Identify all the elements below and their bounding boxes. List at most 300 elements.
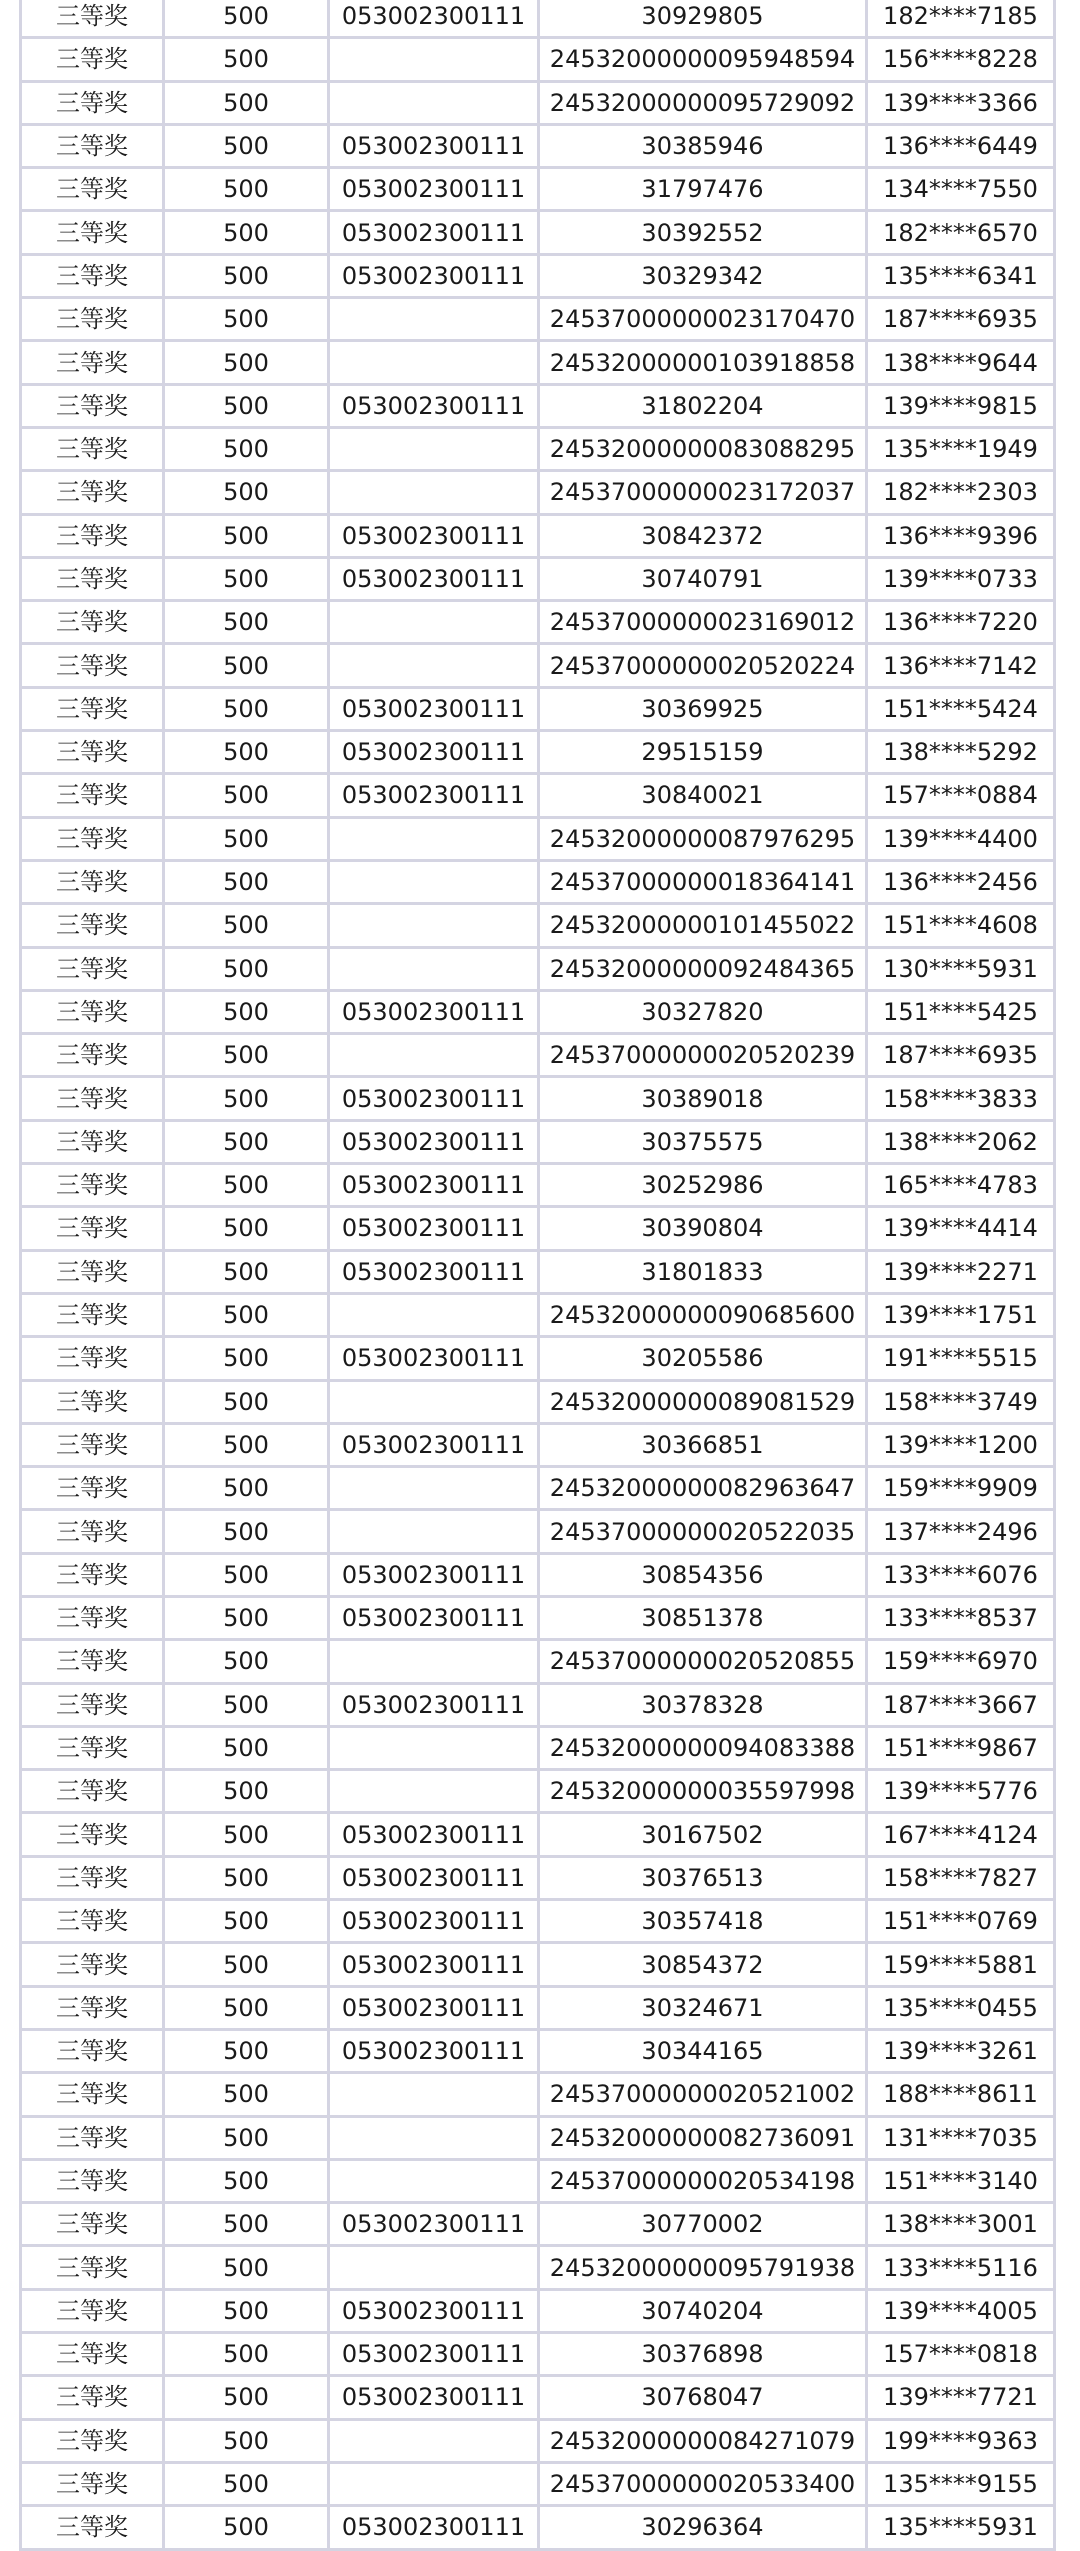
phone-cell: 134****7550: [867, 168, 1055, 211]
prize-level-cell: 三等奖: [21, 1034, 164, 1077]
phone-cell: 157****0818: [867, 2333, 1055, 2376]
amount-cell: 500: [164, 2419, 329, 2462]
amount-cell: 500: [164, 1380, 329, 1423]
ticket-number-cell: 30252986: [539, 1164, 867, 1207]
table-row: [21, 1510, 1055, 1553]
code-cell: 053002300111: [329, 1596, 539, 1639]
ticket-number-cell: 30205586: [539, 1337, 867, 1380]
table-row: [21, 1553, 1055, 1596]
phone-cell: 135****6341: [867, 254, 1055, 297]
ticket-number-cell: 24537000000020534198: [539, 2159, 867, 2202]
phone-cell: 151****4608: [867, 904, 1055, 947]
amount-cell: 500: [164, 1726, 329, 1769]
prize-level-cell: 三等奖: [21, 1986, 164, 2029]
ticket-number-cell: 24537000000020533400: [539, 2462, 867, 2505]
code-cell: [329, 817, 539, 860]
phone-cell: 136****9396: [867, 514, 1055, 557]
code-cell: 053002300111: [329, 1207, 539, 1250]
phone-cell: 139****4005: [867, 2289, 1055, 2332]
prize-level-cell: 三等奖: [21, 1770, 164, 1813]
table-row: [21, 2289, 1055, 2332]
table-row: [21, 2506, 1055, 2549]
code-cell: [329, 298, 539, 341]
table-row: [21, 2246, 1055, 2289]
ticket-number-cell: 24532000000095729092: [539, 81, 867, 124]
amount-cell: 500: [164, 1120, 329, 1163]
prize-level-cell: 三等奖: [21, 1900, 164, 1943]
ticket-number-cell: 30385946: [539, 124, 867, 167]
table-row: [21, 384, 1055, 427]
ticket-number-cell: 30357418: [539, 1900, 867, 1943]
code-cell: 053002300111: [329, 1683, 539, 1726]
ticket-number-cell: 24532000000101455022: [539, 904, 867, 947]
prize-level-cell: 三等奖: [21, 2333, 164, 2376]
ticket-number-cell: 30344165: [539, 2029, 867, 2072]
table-row: [21, 1164, 1055, 1207]
phone-cell: 136****7220: [867, 601, 1055, 644]
prize-level-cell: 三等奖: [21, 1380, 164, 1423]
amount-cell: 500: [164, 211, 329, 254]
code-cell: 053002300111: [329, 1077, 539, 1120]
amount-cell: 500: [164, 1164, 329, 1207]
amount-cell: 500: [164, 644, 329, 687]
amount-cell: 500: [164, 687, 329, 730]
ticket-number-cell: 30375575: [539, 1120, 867, 1163]
table-row: [21, 427, 1055, 470]
ticket-number-cell: 30327820: [539, 990, 867, 1033]
table-row: [21, 687, 1055, 730]
phone-cell: 139****1751: [867, 1293, 1055, 1336]
table-row: [21, 1077, 1055, 1120]
amount-cell: 500: [164, 341, 329, 384]
amount-cell: 500: [164, 1250, 329, 1293]
amount-cell: 500: [164, 168, 329, 211]
amount-cell: 500: [164, 2462, 329, 2505]
prize-level-cell: 三等奖: [21, 731, 164, 774]
code-cell: [329, 2246, 539, 2289]
prize-level-cell: 三等奖: [21, 1467, 164, 1510]
table-row: [21, 947, 1055, 990]
amount-cell: 500: [164, 1596, 329, 1639]
phone-cell: 158****3833: [867, 1077, 1055, 1120]
phone-cell: 136****6449: [867, 124, 1055, 167]
amount-cell: 500: [164, 1986, 329, 2029]
phone-cell: 138****9644: [867, 341, 1055, 384]
phone-cell: 158****7827: [867, 1856, 1055, 1899]
ticket-number-cell: 24532000000095948594: [539, 38, 867, 81]
table-row: [21, 1207, 1055, 1250]
ticket-number-cell: 30770002: [539, 2203, 867, 2246]
prize-level-cell: 三等奖: [21, 298, 164, 341]
amount-cell: 500: [164, 2289, 329, 2332]
amount-cell: 500: [164, 1510, 329, 1553]
table-row: [21, 1726, 1055, 1769]
prize-level-cell: 三等奖: [21, 601, 164, 644]
prize-level-cell: 三等奖: [21, 1510, 164, 1553]
table-row: [21, 1423, 1055, 1466]
phone-cell: 138****5292: [867, 731, 1055, 774]
prize-level-cell: 三等奖: [21, 2289, 164, 2332]
code-cell: 053002300111: [329, 2203, 539, 2246]
prize-level-cell: 三等奖: [21, 1813, 164, 1856]
ticket-number-cell: 30378328: [539, 1683, 867, 1726]
ticket-number-cell: 30324671: [539, 1986, 867, 2029]
table-row: [21, 1337, 1055, 1380]
ticket-number-cell: 30842372: [539, 514, 867, 557]
phone-cell: 159****5881: [867, 1943, 1055, 1986]
ticket-number-cell: 30840021: [539, 774, 867, 817]
prize-level-cell: 三等奖: [21, 0, 164, 38]
phone-cell: 133****6076: [867, 1553, 1055, 1596]
phone-cell: 136****2456: [867, 860, 1055, 903]
amount-cell: 500: [164, 1207, 329, 1250]
phone-cell: 138****2062: [867, 1120, 1055, 1163]
code-cell: 053002300111: [329, 774, 539, 817]
table-row: [21, 904, 1055, 947]
code-cell: 053002300111: [329, 1337, 539, 1380]
phone-cell: 167****4124: [867, 1813, 1055, 1856]
amount-cell: 500: [164, 1293, 329, 1336]
ticket-number-cell: 29515159: [539, 731, 867, 774]
prize-winners-table: [19, 0, 1056, 2551]
ticket-number-cell: 31797476: [539, 168, 867, 211]
code-cell: 053002300111: [329, 124, 539, 167]
code-cell: 053002300111: [329, 1120, 539, 1163]
code-cell: 053002300111: [329, 1423, 539, 1466]
phone-cell: 199****9363: [867, 2419, 1055, 2462]
table-row: [21, 38, 1055, 81]
prize-level-cell: 三等奖: [21, 2029, 164, 2072]
code-cell: 053002300111: [329, 1943, 539, 1986]
amount-cell: 500: [164, 2246, 329, 2289]
ticket-number-cell: 24532000000083088295: [539, 427, 867, 470]
table-row: [21, 1856, 1055, 1899]
code-cell: [329, 2116, 539, 2159]
ticket-number-cell: 24537000000020521002: [539, 2073, 867, 2116]
code-cell: [329, 904, 539, 947]
amount-cell: 500: [164, 384, 329, 427]
table-row: [21, 1034, 1055, 1077]
table-row: [21, 1770, 1055, 1813]
table-row: [21, 1943, 1055, 1986]
table-row: [21, 254, 1055, 297]
ticket-number-cell: 24532000000092484365: [539, 947, 867, 990]
ticket-number-cell: 24537000000018364141: [539, 860, 867, 903]
amount-cell: 500: [164, 601, 329, 644]
ticket-number-cell: 30376513: [539, 1856, 867, 1899]
table-row: [21, 774, 1055, 817]
table-row: [21, 990, 1055, 1033]
code-cell: [329, 1293, 539, 1336]
code-cell: [329, 1770, 539, 1813]
code-cell: [329, 644, 539, 687]
amount-cell: 500: [164, 1467, 329, 1510]
amount-cell: 500: [164, 1034, 329, 1077]
table-row: [21, 124, 1055, 167]
amount-cell: 500: [164, 254, 329, 297]
code-cell: [329, 1380, 539, 1423]
ticket-number-cell: 24532000000035597998: [539, 1770, 867, 1813]
code-cell: 053002300111: [329, 254, 539, 297]
prize-level-cell: 三等奖: [21, 2462, 164, 2505]
code-cell: [329, 341, 539, 384]
table-row: [21, 601, 1055, 644]
table-row: [21, 341, 1055, 384]
prize-level-cell: 三等奖: [21, 644, 164, 687]
prize-level-cell: 三等奖: [21, 990, 164, 1033]
code-cell: 053002300111: [329, 1900, 539, 1943]
phone-cell: 156****8228: [867, 38, 1055, 81]
prize-level-cell: 三等奖: [21, 1553, 164, 1596]
amount-cell: 500: [164, 1683, 329, 1726]
phone-cell: 133****5116: [867, 2246, 1055, 2289]
prize-level-cell: 三等奖: [21, 2246, 164, 2289]
code-cell: 053002300111: [329, 687, 539, 730]
code-cell: 053002300111: [329, 1164, 539, 1207]
amount-cell: 500: [164, 990, 329, 1033]
amount-cell: 500: [164, 1813, 329, 1856]
prize-level-cell: 三等奖: [21, 254, 164, 297]
prize-level-cell: 三等奖: [21, 38, 164, 81]
code-cell: [329, 947, 539, 990]
code-cell: [329, 2419, 539, 2462]
table-row: [21, 2029, 1055, 2072]
table-body: [21, 0, 1055, 2549]
code-cell: 053002300111: [329, 1553, 539, 1596]
amount-cell: 500: [164, 557, 329, 600]
table-row: [21, 1683, 1055, 1726]
phone-cell: 135****1949: [867, 427, 1055, 470]
prize-level-cell: 三等奖: [21, 860, 164, 903]
ticket-number-cell: 30851378: [539, 1596, 867, 1639]
ticket-number-cell: 24532000000103918858: [539, 341, 867, 384]
table-row: [21, 1986, 1055, 2029]
phone-cell: 136****7142: [867, 644, 1055, 687]
prize-level-cell: 三等奖: [21, 81, 164, 124]
amount-cell: 500: [164, 471, 329, 514]
prize-level-cell: 三等奖: [21, 1120, 164, 1163]
table-row: [21, 731, 1055, 774]
phone-cell: 158****3749: [867, 1380, 1055, 1423]
ticket-number-cell: 24532000000082963647: [539, 1467, 867, 1510]
phone-cell: 182****6570: [867, 211, 1055, 254]
phone-cell: 191****5515: [867, 1337, 1055, 1380]
prize-level-cell: 三等奖: [21, 817, 164, 860]
prize-level-cell: 三等奖: [21, 1683, 164, 1726]
amount-cell: 500: [164, 1856, 329, 1899]
table-row: [21, 168, 1055, 211]
phone-cell: 135****5931: [867, 2506, 1055, 2549]
ticket-number-cell: 30768047: [539, 2376, 867, 2419]
table-row: [21, 2203, 1055, 2246]
ticket-number-cell: 30854356: [539, 1553, 867, 1596]
code-cell: 053002300111: [329, 1250, 539, 1293]
ticket-number-cell: 30389018: [539, 1077, 867, 1120]
table-row: [21, 298, 1055, 341]
amount-cell: 500: [164, 817, 329, 860]
ticket-number-cell: 24532000000087976295: [539, 817, 867, 860]
prize-level-cell: 三等奖: [21, 1596, 164, 1639]
phone-cell: 182****7185: [867, 0, 1055, 38]
ticket-number-cell: 24532000000090685600: [539, 1293, 867, 1336]
ticket-number-cell: 30329342: [539, 254, 867, 297]
code-cell: [329, 38, 539, 81]
prize-level-cell: 三等奖: [21, 687, 164, 730]
amount-cell: 500: [164, 124, 329, 167]
amount-cell: 500: [164, 2029, 329, 2072]
phone-cell: 187****3667: [867, 1683, 1055, 1726]
amount-cell: 500: [164, 38, 329, 81]
table-row: [21, 2419, 1055, 2462]
prize-level-cell: 三等奖: [21, 1640, 164, 1683]
phone-cell: 137****2496: [867, 1510, 1055, 1553]
amount-cell: 500: [164, 2506, 329, 2549]
code-cell: [329, 1034, 539, 1077]
table-row: [21, 514, 1055, 557]
prize-level-cell: 三等奖: [21, 211, 164, 254]
ticket-number-cell: 30392552: [539, 211, 867, 254]
ticket-number-cell: 24537000000023169012: [539, 601, 867, 644]
table-row: [21, 817, 1055, 860]
code-cell: [329, 81, 539, 124]
prize-level-cell: 三等奖: [21, 1250, 164, 1293]
code-cell: 053002300111: [329, 211, 539, 254]
amount-cell: 500: [164, 1337, 329, 1380]
code-cell: 053002300111: [329, 1856, 539, 1899]
prize-level-cell: 三等奖: [21, 1077, 164, 1120]
table-row: [21, 1640, 1055, 1683]
code-cell: [329, 2462, 539, 2505]
code-cell: [329, 601, 539, 644]
code-cell: [329, 1726, 539, 1769]
code-cell: 053002300111: [329, 2376, 539, 2419]
amount-cell: 500: [164, 1943, 329, 1986]
amount-cell: 500: [164, 2203, 329, 2246]
amount-cell: 500: [164, 731, 329, 774]
code-cell: 053002300111: [329, 168, 539, 211]
code-cell: 053002300111: [329, 2333, 539, 2376]
amount-cell: 500: [164, 774, 329, 817]
ticket-number-cell: 30740791: [539, 557, 867, 600]
phone-cell: 159****6970: [867, 1640, 1055, 1683]
code-cell: [329, 1467, 539, 1510]
prize-level-cell: 三等奖: [21, 1207, 164, 1250]
code-cell: [329, 427, 539, 470]
ticket-number-cell: 24532000000094083388: [539, 1726, 867, 1769]
prize-level-cell: 三等奖: [21, 904, 164, 947]
phone-cell: 151****0769: [867, 1900, 1055, 1943]
ticket-number-cell: 24532000000082736091: [539, 2116, 867, 2159]
code-cell: 053002300111: [329, 514, 539, 557]
phone-cell: 151****5424: [867, 687, 1055, 730]
code-cell: [329, 1640, 539, 1683]
phone-cell: 151****9867: [867, 1726, 1055, 1769]
prize-level-cell: 三等奖: [21, 2376, 164, 2419]
prize-level-cell: 三等奖: [21, 2506, 164, 2549]
prize-level-cell: 三等奖: [21, 168, 164, 211]
prize-level-cell: 三等奖: [21, 2203, 164, 2246]
table-row: [21, 2462, 1055, 2505]
ticket-number-cell: 30167502: [539, 1813, 867, 1856]
table-row: [21, 1250, 1055, 1293]
phone-cell: 139****7721: [867, 2376, 1055, 2419]
table-row: [21, 1467, 1055, 1510]
phone-cell: 188****8611: [867, 2073, 1055, 2116]
amount-cell: 500: [164, 1423, 329, 1466]
code-cell: [329, 471, 539, 514]
table-row: [21, 1900, 1055, 1943]
amount-cell: 500: [164, 2116, 329, 2159]
prize-level-cell: 三等奖: [21, 1337, 164, 1380]
code-cell: 053002300111: [329, 384, 539, 427]
ticket-number-cell: 31802204: [539, 384, 867, 427]
code-cell: 053002300111: [329, 2506, 539, 2549]
phone-cell: 135****9155: [867, 2462, 1055, 2505]
amount-cell: 500: [164, 2073, 329, 2116]
phone-cell: 135****0455: [867, 1986, 1055, 2029]
ticket-number-cell: 24532000000084271079: [539, 2419, 867, 2462]
prize-level-cell: 三等奖: [21, 2419, 164, 2462]
ticket-number-cell: 24537000000020520239: [539, 1034, 867, 1077]
amount-cell: 500: [164, 904, 329, 947]
prize-level-cell: 三等奖: [21, 471, 164, 514]
prize-level-cell: 三等奖: [21, 1726, 164, 1769]
code-cell: 053002300111: [329, 2289, 539, 2332]
phone-cell: 139****3261: [867, 2029, 1055, 2072]
table-row: [21, 2376, 1055, 2419]
ticket-number-cell: 24537000000023172037: [539, 471, 867, 514]
phone-cell: 151****3140: [867, 2159, 1055, 2202]
amount-cell: 500: [164, 1077, 329, 1120]
table-row: [21, 2116, 1055, 2159]
prize-level-cell: 三等奖: [21, 124, 164, 167]
amount-cell: 500: [164, 1640, 329, 1683]
phone-cell: 159****9909: [867, 1467, 1055, 1510]
code-cell: 053002300111: [329, 0, 539, 38]
ticket-number-cell: 30376898: [539, 2333, 867, 2376]
table-row: [21, 1813, 1055, 1856]
table-row: [21, 1380, 1055, 1423]
amount-cell: 500: [164, 947, 329, 990]
phone-cell: 139****5776: [867, 1770, 1055, 1813]
phone-cell: 151****5425: [867, 990, 1055, 1033]
ticket-number-cell: 30929805: [539, 0, 867, 38]
prize-level-cell: 三等奖: [21, 341, 164, 384]
ticket-number-cell: 24532000000095791938: [539, 2246, 867, 2289]
amount-cell: 500: [164, 1553, 329, 1596]
phone-cell: 130****5931: [867, 947, 1055, 990]
ticket-number-cell: 24537000000020520855: [539, 1640, 867, 1683]
prize-level-cell: 三等奖: [21, 1164, 164, 1207]
table-row: [21, 81, 1055, 124]
table-row: [21, 471, 1055, 514]
amount-cell: 500: [164, 81, 329, 124]
phone-cell: 139****4414: [867, 1207, 1055, 1250]
prize-level-cell: 三等奖: [21, 2116, 164, 2159]
table-row: [21, 2333, 1055, 2376]
phone-cell: 131****7035: [867, 2116, 1055, 2159]
prize-level-cell: 三等奖: [21, 557, 164, 600]
phone-cell: 139****1200: [867, 1423, 1055, 1466]
prize-level-cell: 三等奖: [21, 947, 164, 990]
prize-level-cell: 三等奖: [21, 1423, 164, 1466]
table-row: [21, 211, 1055, 254]
phone-cell: 182****2303: [867, 471, 1055, 514]
code-cell: [329, 1510, 539, 1553]
table-row: [21, 1120, 1055, 1163]
table-row: [21, 644, 1055, 687]
ticket-number-cell: 31801833: [539, 1250, 867, 1293]
